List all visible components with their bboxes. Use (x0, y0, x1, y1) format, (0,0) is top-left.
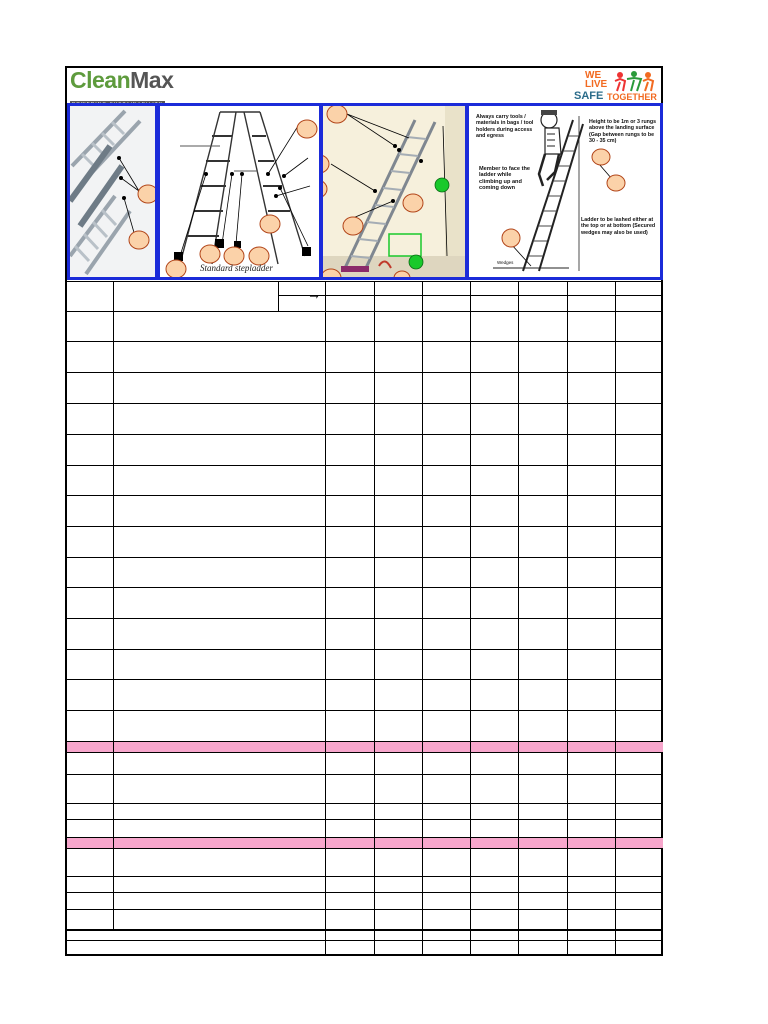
logo-max-text: Max (130, 67, 174, 93)
section-band (67, 837, 663, 848)
extension-ladder-illustration (70, 106, 155, 277)
secure-rule-note: Ladder to be lashed either at the top or at bottom (Secured wedges may also be used) (581, 217, 656, 236)
stepladder-caption: Standard stepladder (200, 263, 273, 273)
section-band (67, 741, 663, 752)
header-arrow: → (307, 286, 321, 302)
we-live-safe-together-logo (574, 71, 660, 103)
people-icon (612, 71, 660, 93)
cleanmax-logo (70, 69, 178, 101)
ladder-against-wall-panel (320, 103, 468, 280)
face-ladder-note: Member to face the ladder while climbing up and coming down (479, 166, 530, 191)
stepladder-illustration (160, 106, 319, 277)
extension-ladder-panel (67, 103, 158, 280)
wall-ladder-illustration (323, 106, 465, 277)
stepladder-panel (157, 103, 322, 280)
wls-live: LIVE (585, 79, 608, 90)
wls-safe: SAFE (574, 90, 604, 102)
wls-together: TOGETHER (607, 92, 657, 102)
height-rule-note: Height to be 1m or 3 rungs above the landing surface (Gap between rungs to be 30 - 35 cm) (589, 119, 657, 144)
carry-tools-note: Always carry tools / materials in bags / tool holders during access and egress (476, 114, 534, 139)
climbing-practice-panel (466, 103, 663, 280)
checklist-table (67, 281, 663, 956)
wedges-label: Wedges (497, 260, 514, 265)
wls-we: WE (585, 70, 602, 81)
logo-clean-text: Clean (70, 67, 131, 93)
